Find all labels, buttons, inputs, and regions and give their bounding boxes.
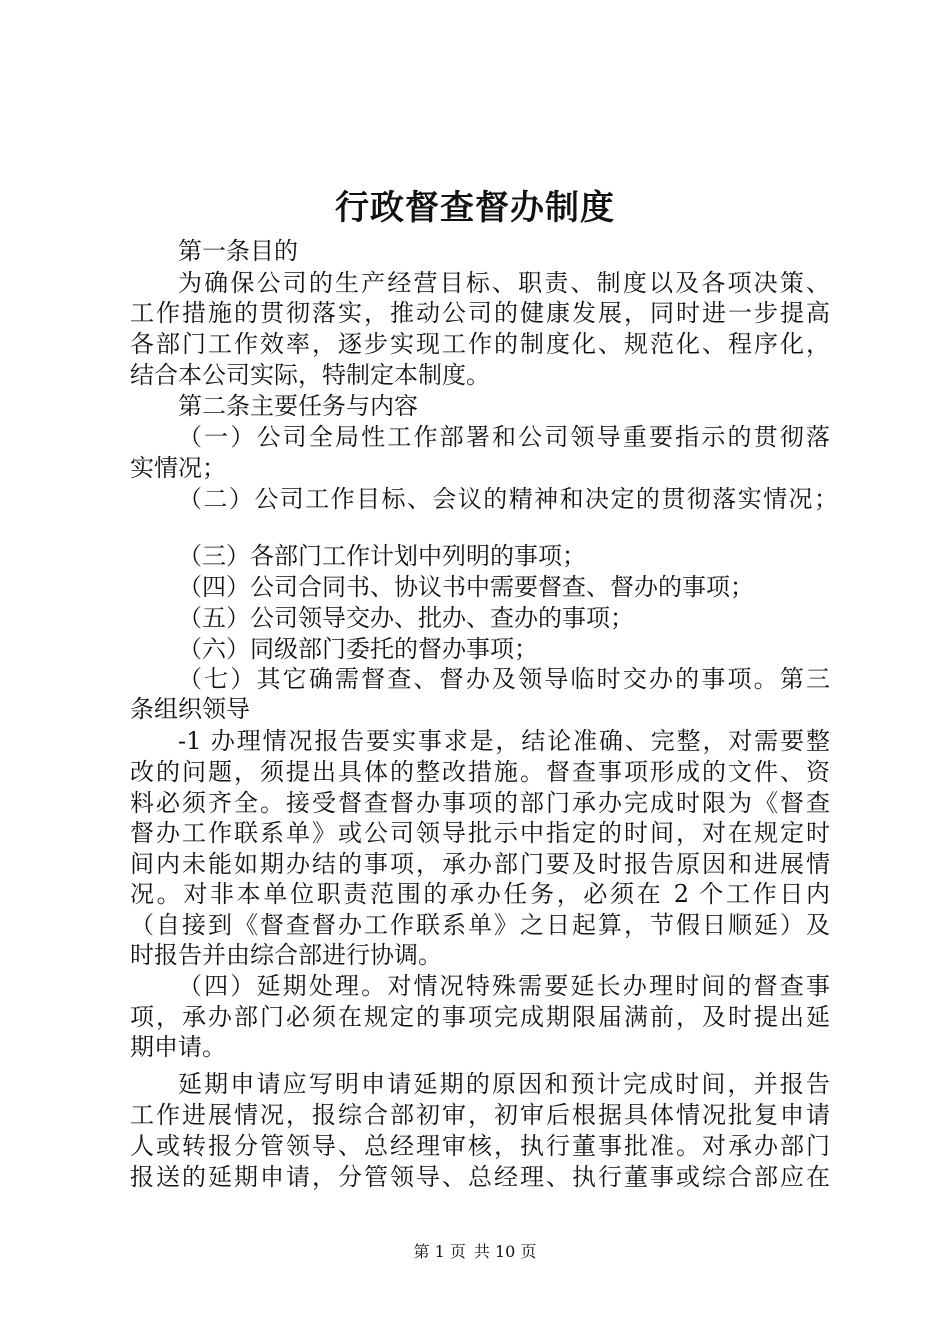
text-line: 改的问题，须提出具体的整改措施。督查事项形成的文件、资: [130, 758, 830, 786]
text-line: 为确保公司的生产经营目标、职责、制度以及各项决策、: [178, 269, 830, 297]
text-line: 结合本公司实际，特制定本制度。: [130, 361, 490, 389]
text-line: 工作进展情况，报综合部初审，初审后根据具体情况批复申请: [130, 1101, 830, 1129]
text-line: 工作措施的贯彻落实，推动公司的健康发展，同时进一步提高: [130, 299, 830, 327]
text-line: （一）公司全局性工作部署和公司领导重要指示的贯彻落: [178, 423, 830, 451]
text-line: （自接到《督查督办工作联系单》之日起算，节假日顺延）及: [130, 911, 830, 939]
document-title: 行政督查督办制度: [335, 188, 615, 228]
text-line: 项，承办部门必须在规定的事项完成期限届满前，及时提出延: [130, 1003, 830, 1031]
text-line: （二）公司工作目标、会议的精神和决定的贯彻落实情况；: [178, 485, 838, 513]
page-footer: [0, 1241, 950, 1263]
text-line: 实情况；: [130, 454, 226, 482]
text-line: （四）延期处理。对情况特殊需要延长办理时间的督查事: [178, 972, 830, 1000]
text-line: 第二条主要任务与内容: [178, 392, 418, 420]
text-line: 延期申请应写明申请延期的原因和预计完成时间，并报告: [178, 1070, 830, 1098]
text-line: 各部门工作效率，逐步实现工作的制度化、规范化、程序化，: [130, 330, 830, 358]
text-line: 报送的延期申请，分管领导、总经理、执行董事或综合部应在: [130, 1163, 830, 1191]
page-number: 第 1 页: [413, 1242, 466, 1261]
text-line: 时报告并由综合部进行协调。: [130, 941, 442, 969]
text-line: （五）公司领导交办、批办、查办的事项；: [178, 604, 634, 632]
text-line: 间内未能如期办结的事项，承办部门要及时报告原因和进展情: [130, 850, 830, 878]
text-line: -1 办理情况报告要实事求是，结论准确、完整，对需要整: [178, 727, 830, 755]
text-line: （七）其它确需督查、督办及领导临时交办的事项。第三: [178, 665, 830, 693]
text-line: 条组织领导: [130, 695, 250, 723]
text-line: 督办工作联系单》或公司领导批示中指定的时间，对在规定时: [130, 819, 830, 847]
text-line: （三）各部门工作计划中列明的事项；: [178, 542, 586, 570]
text-line: 况。对非本单位职责范围的承办任务，必须在 2 个工作日内: [130, 880, 830, 908]
text-line: 料必须齐全。接受督查督办事项的部门承办完成时限为《督查: [130, 789, 830, 817]
text-line: 第一条目的: [178, 237, 298, 265]
text-line: 人或转报分管领导、总经理审核，执行董事批准。对承办部门: [130, 1132, 830, 1160]
text-line: （六）同级部门委托的督办事项；: [178, 635, 538, 663]
page-total: 共 10 页: [473, 1242, 537, 1261]
text-line: 期申请。: [130, 1033, 226, 1061]
text-line: （四）公司合同书、协议书中需要督查、督办的事项；: [178, 573, 754, 601]
